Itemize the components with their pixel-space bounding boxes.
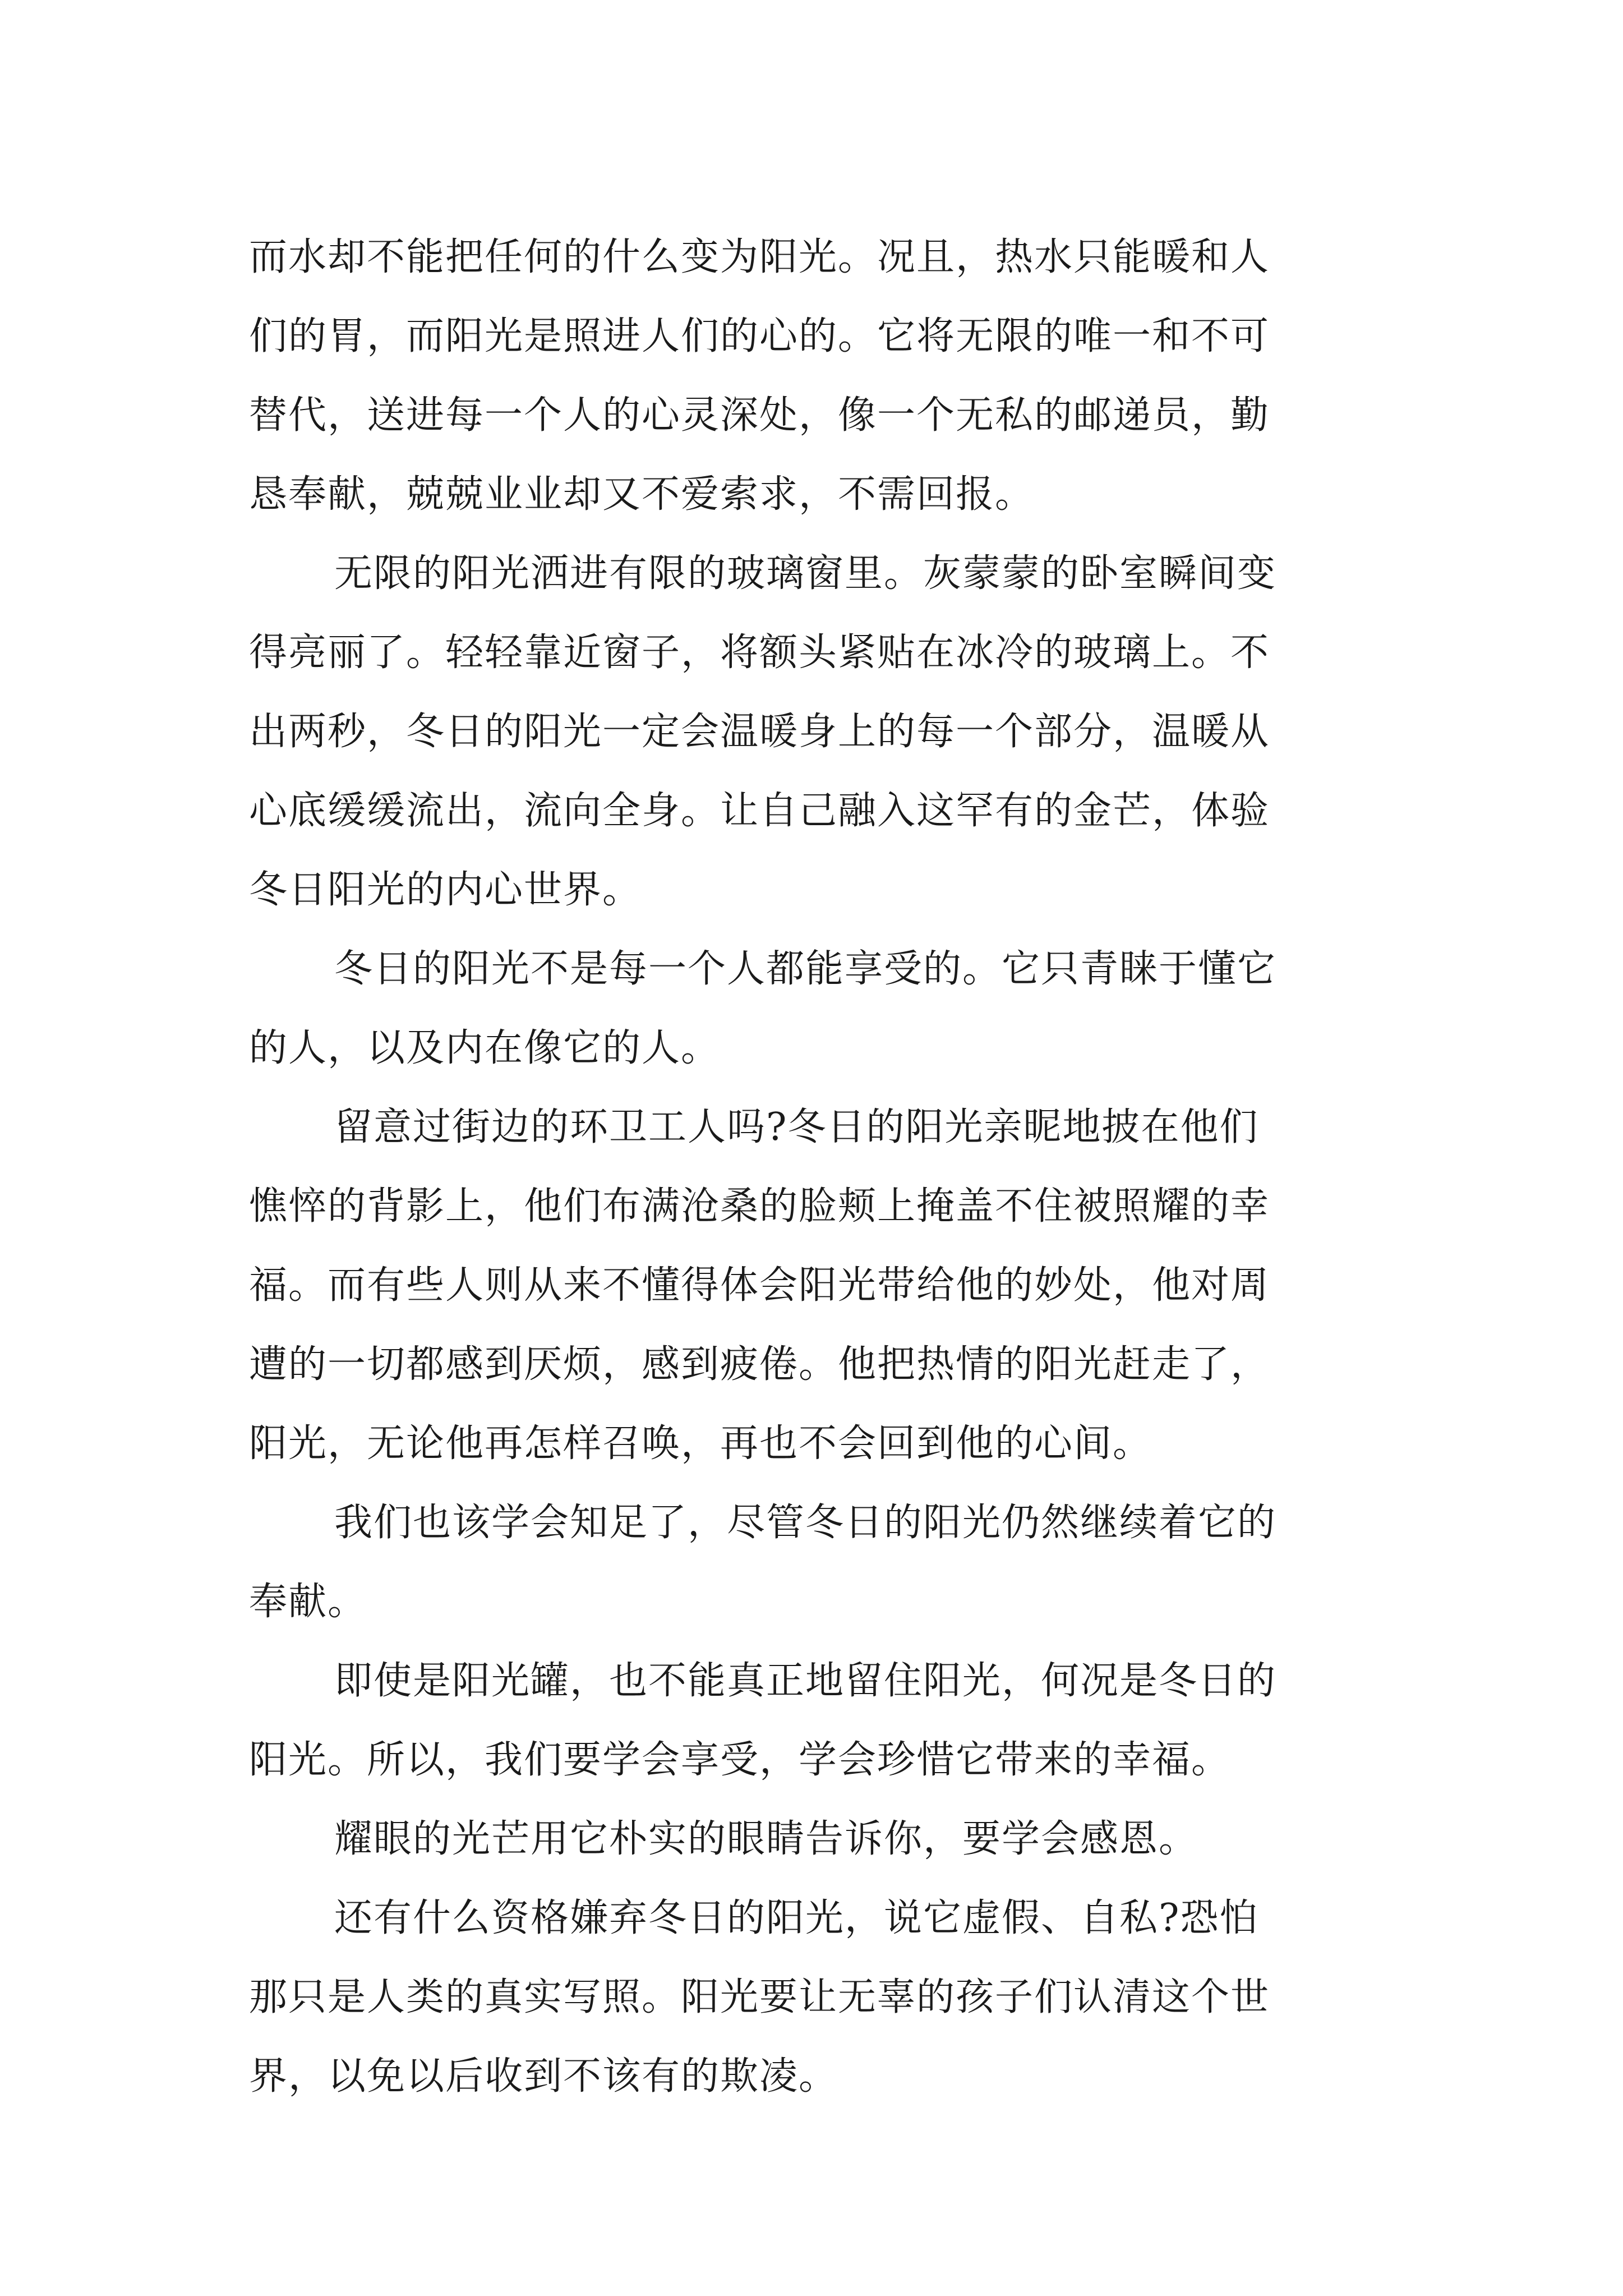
text-line: 遭的一切都感到厌烦，感到疲倦。他把热情的阳光赶走了， <box>249 1342 1270 1387</box>
text-line: 心底缓缓流出，流向全身。让自己融入这罕有的金芒，体验 <box>249 789 1270 833</box>
text-line: 得亮丽了。轻轻靠近窗子，将额头紧贴在冰冷的玻璃上。不 <box>249 631 1270 675</box>
text-line: 阳光。所以，我们要学会享受，学会珍惜它带来的幸福。 <box>249 1738 1231 1782</box>
text-line: 界，以免以后收到不该有的欺凌。 <box>249 2054 838 2099</box>
paragraph-start-line: 还有什么资格嫌弃冬日的阳光，说它虚假、自私?恐怕 <box>334 1896 1259 1940</box>
text-line: 福。而有些人则从来不懂得体会阳光带给他的妙处，他对周 <box>249 1263 1270 1308</box>
text-line: 而水却不能把任何的什么变为阳光。况且，热水只能暖和人 <box>249 235 1270 279</box>
text-line: 阳光，无论他再怎样召唤，再也不会回到他的心间。 <box>249 1421 1152 1466</box>
text-line: 冬日阳光的内心世界。 <box>249 868 642 912</box>
paragraph-start-line: 我们也该学会知足了，尽管冬日的阳光仍然继续着它的 <box>334 1501 1277 1545</box>
text-line: 们的胃，而阳光是照进人们的心的。它将无限的唯一和不可 <box>249 314 1270 358</box>
text-line: 的人，以及内在像它的人。 <box>249 1026 721 1070</box>
paragraph-start-line: 耀眼的光芒用它朴实的眼睛告诉你，要学会感恩。 <box>334 1817 1198 1861</box>
paragraph-start-line: 留意过街边的环卫工人吗?冬日的阳光亲昵地披在他们 <box>334 1105 1259 1149</box>
text-line: 那只是人类的真实写照。阳光要让无辜的孩子们认清这个世 <box>249 1975 1270 2019</box>
text-line: 憔悴的背影上，他们布满沧桑的脸颊上掩盖不住被照耀的幸 <box>249 1184 1270 1228</box>
paragraph-start-line: 即使是阳光罐，也不能真正地留住阳光，何况是冬日的 <box>334 1659 1277 1703</box>
text-line: 替代，送进每一个人的心灵深处，像一个无私的邮递员，勤 <box>249 393 1270 438</box>
paragraph-start-line: 无限的阳光洒进有限的玻璃窗里。灰蒙蒙的卧室瞬间变 <box>334 551 1277 596</box>
document-body <box>249 218 1393 2116</box>
text-line: 出两秒，冬日的阳光一定会温暖身上的每一个部分，温暖从 <box>249 710 1270 754</box>
text-line: 恳奉献，兢兢业业却又不爱索求，不需回报。 <box>249 472 1035 517</box>
paragraph-start-line: 冬日的阳光不是每一个人都能享受的。它只青睐于懂它 <box>334 947 1277 991</box>
text-line: 奉献。 <box>249 1580 367 1624</box>
